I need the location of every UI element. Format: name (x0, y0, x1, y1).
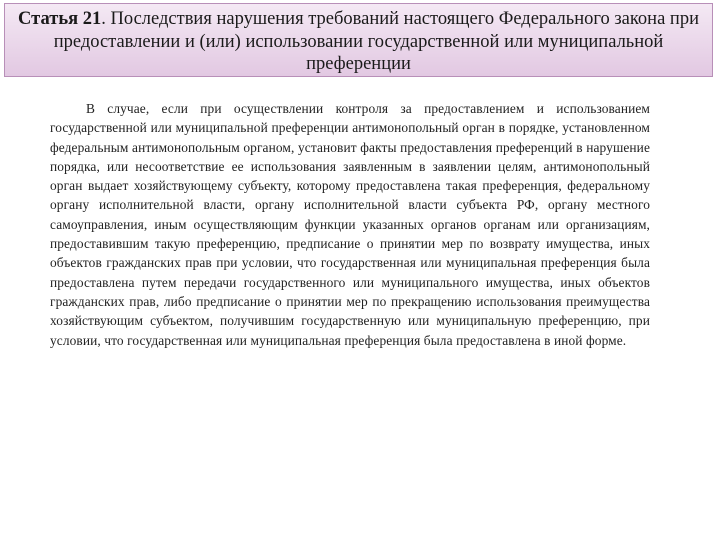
article-number: Статья 21 (18, 9, 102, 29)
article-heading: . Последствия нарушения требований настоящего Федерального закона при предоставлении и (или) использовании государственной или муниципальной преференции (53, 9, 699, 74)
article-title (5, 4, 712, 76)
article-title-band (4, 3, 713, 77)
article-paragraph: В случае, если при осуществлении контроля за предоставлением и использованием государственной или муниципальной преференции антимонопольный орган в порядке, установленном федеральным антимонопольным органом, установит факты предоставления преференций в нарушение порядка, или несоответствие ее использования заявленным в заявлении целям, антимонопольный орган выдает хозяйствующему субъекту, которому предоставлена такая преференция, федеральному органу исполнительной власти, органу исполнительной власти субъекта РФ, органу местного самоуправления, иным осуществляющим функции указанных органов органам или организациям, предоставившим такую преференцию, предписание о принятии мер по возврату имущества, иных объектов гражданских прав при условии, что государственная или муниципальная преференция была предоставлена путем передачи государственного или муниципального имущества, иных объектов гражданских прав, либо предписание о принятии мер по прекращению использования преимущества хозяйствующим субъектом, получившим государственную или муниципальную преференцию, при условии, что государственная или муниципальная преференция была предоставлена в иной форме. (50, 101, 650, 348)
